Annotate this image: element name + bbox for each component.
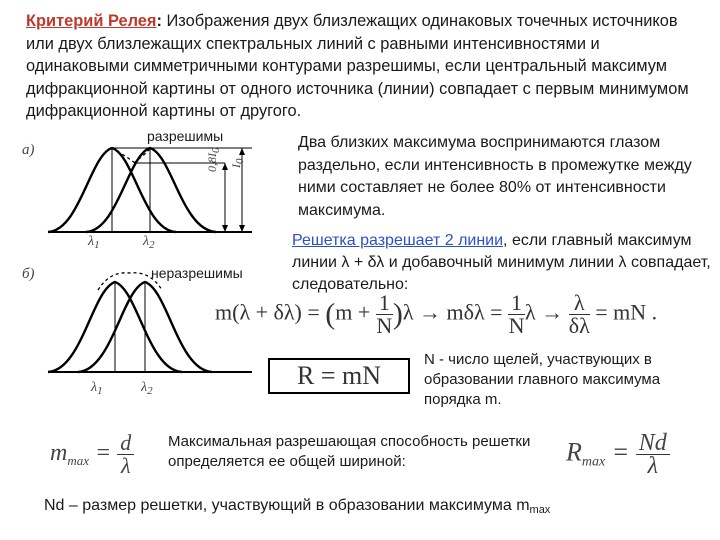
- resolution-formula-box: R = mN: [268, 358, 410, 394]
- fig-b-label: б): [22, 266, 35, 282]
- grating-link[interactable]: Решетка разрешает 2 линии: [292, 232, 504, 249]
- max-resolution-text: Максимальная разрешающая способность решетки определяется ее общей шириной:: [168, 433, 531, 470]
- grating-text: , если главный максимум линии λ + δλ и добавочный минимум линии λ совпадает, следовательно:: [292, 232, 711, 293]
- right-text-perception: Два близких максимума воспринимаются глазом раздельно, если интенсивность в промежутке между ними составляет не более 80% от интенсивности максимума.: [298, 134, 692, 219]
- figure-resolved: [20, 130, 260, 250]
- term-rayleigh: Критерий Релея: [26, 12, 157, 30]
- lambda1-label-b: $\lambda_1$: [91, 380, 103, 397]
- lambda2-label-b: $\lambda_2$: [141, 380, 153, 397]
- fig-a-label: а): [22, 142, 35, 158]
- term-colon: :: [156, 12, 162, 30]
- lambda2-label-a: $\lambda_2$: [143, 234, 155, 251]
- curve-lambda2: [86, 148, 216, 232]
- lambda1-label-a: $\lambda_1$: [88, 234, 100, 251]
- bottom-text: Nd – размер решетки, участвующий в образовании максимума $m_{max}$: [44, 497, 551, 516]
- intro-text: Изображения двух близлежащих одинаковых точечных источников или двух близлежащих спектральных линий с равными интенсивностями и одинаковыми симметричными контурами разрешимы, если центральный максимум дифракционной картины от одного источника (линии) совпадает с первым минимумом дифракционной картины от другого.: [26, 12, 689, 120]
- main-formula: m(λ + δλ) = (m + $\frac{1}{N}$ )λ → mδλ = $\frac{1}{N}$ λ → $\frac{\lambda}{\delta\lambda}$ = mN .: [215, 290, 658, 338]
- n-description: N - число щелей, участвующих в образовании главного максимума порядка m.: [424, 351, 661, 408]
- caption-unresolved: неразрешимы: [151, 265, 243, 281]
- i0-label: I0: [229, 158, 246, 168]
- caption-resolved: разрешимы: [147, 128, 224, 144]
- mmax-formula: $m_{max}$ = $\frac{d}{\lambda}$: [50, 432, 134, 477]
- rmax-formula: Rmax = $\frac{Nd}{\lambda}$: [566, 432, 670, 477]
- ratio-label: 0,8I0: [205, 147, 222, 172]
- right-text-grating: [292, 230, 712, 296]
- intro-paragraph: [26, 10, 706, 123]
